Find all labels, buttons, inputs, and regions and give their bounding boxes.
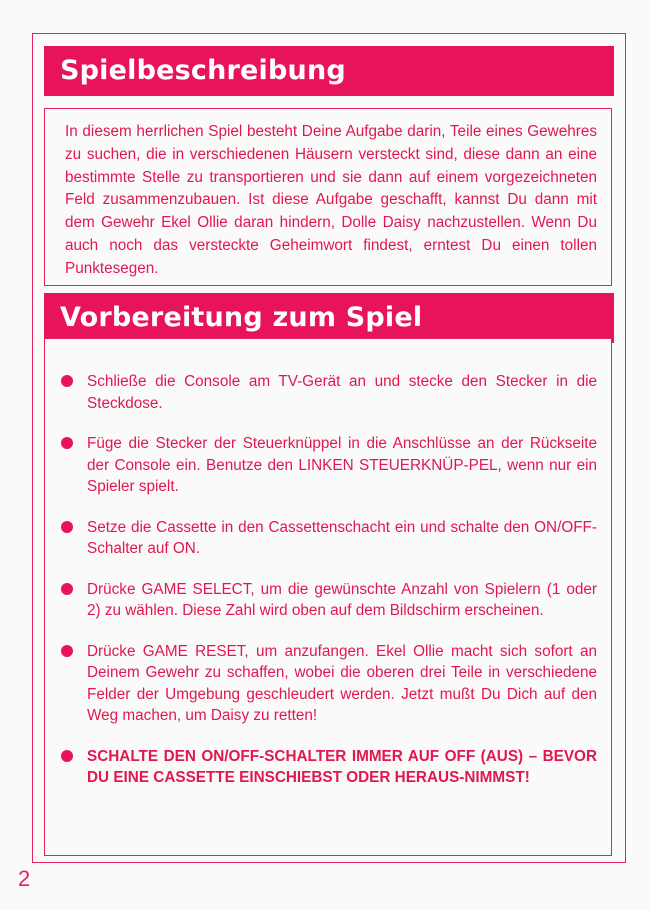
- description-box: [44, 108, 612, 286]
- description-text: In diesem herrlichen Spiel besteht Deine Aufgabe darin, Teile eines Gewehres zu suchen, die in verschiedenen Häusern versteckt sind, diese dann an eine bestimmte Stelle zu transportieren und sie dann auf einem vorgezeichneten Feld zusammenzubauen. Ist diese Aufgabe geschafft, kannst Du dann mit dem Gewehr Ekel Ollie daran hindern, Dolle Daisy nachzustellen. Wenn Du auch noch das versteckte Geheimwort findest, erntest Du einen tollen Punktesegen.: [65, 123, 597, 277]
- bullet-icon: [61, 437, 73, 449]
- preparation-list: [61, 371, 597, 789]
- list-item: [61, 433, 597, 498]
- list-item-text: Setze die Cassette in den Cassettenschacht ein und schalte den ON/OFF-Schalter auf ON.: [87, 518, 597, 557]
- warning-item: [61, 746, 597, 789]
- bullet-icon: [61, 583, 73, 595]
- list-item: [61, 579, 597, 622]
- section-title-spielbeschreibung: Spielbeschreibung: [44, 46, 614, 96]
- bullet-icon: [61, 645, 73, 657]
- bullet-icon: [61, 750, 73, 762]
- list-item-text: Schließe die Console am TV-Gerät an und stecke den Stecker in die Steckdose.: [87, 373, 597, 412]
- section-title-vorbereitung: Vorbereitung zum Spiel: [44, 293, 614, 343]
- page-number: 2: [18, 866, 31, 891]
- list-item-text: Drücke GAME RESET, um anzufangen. Ekel Ollie macht sich sofort an Deinem Gewehr zu schaffen, wobei die oberen drei Teile in verschiedene Felder der Umgebung geschleudert werden. Jetzt mußt Du Dich auf den Weg machen, um Daisy zu retten!: [87, 642, 597, 724]
- list-item-text: Füge die Stecker der Steuerknüppel in die Anschlüsse an der Rückseite der Console ein. Benutze den LINKEN STEUERKNÜP-PEL, wenn nur ein Spieler spielt.: [87, 435, 597, 495]
- list-item: [61, 371, 597, 414]
- bullet-icon: [61, 375, 73, 387]
- bullet-icon: [61, 521, 73, 533]
- list-item: [61, 517, 597, 560]
- list-item: [61, 641, 597, 727]
- warning-text: SCHALTE DEN ON/OFF-SCHALTER IMMER AUF OFF (AUS) – BEVOR DU EINE CASSETTE EINSCHIEBST ODER HERAUS-NIMMST!: [87, 747, 597, 786]
- list-item-text: Drücke GAME SELECT, um die gewünschte Anzahl von Spielern (1 oder 2) zu wählen. Diese Zahl wird oben auf dem Bildschirm erscheinen.: [87, 580, 597, 619]
- preparation-box: [44, 338, 612, 856]
